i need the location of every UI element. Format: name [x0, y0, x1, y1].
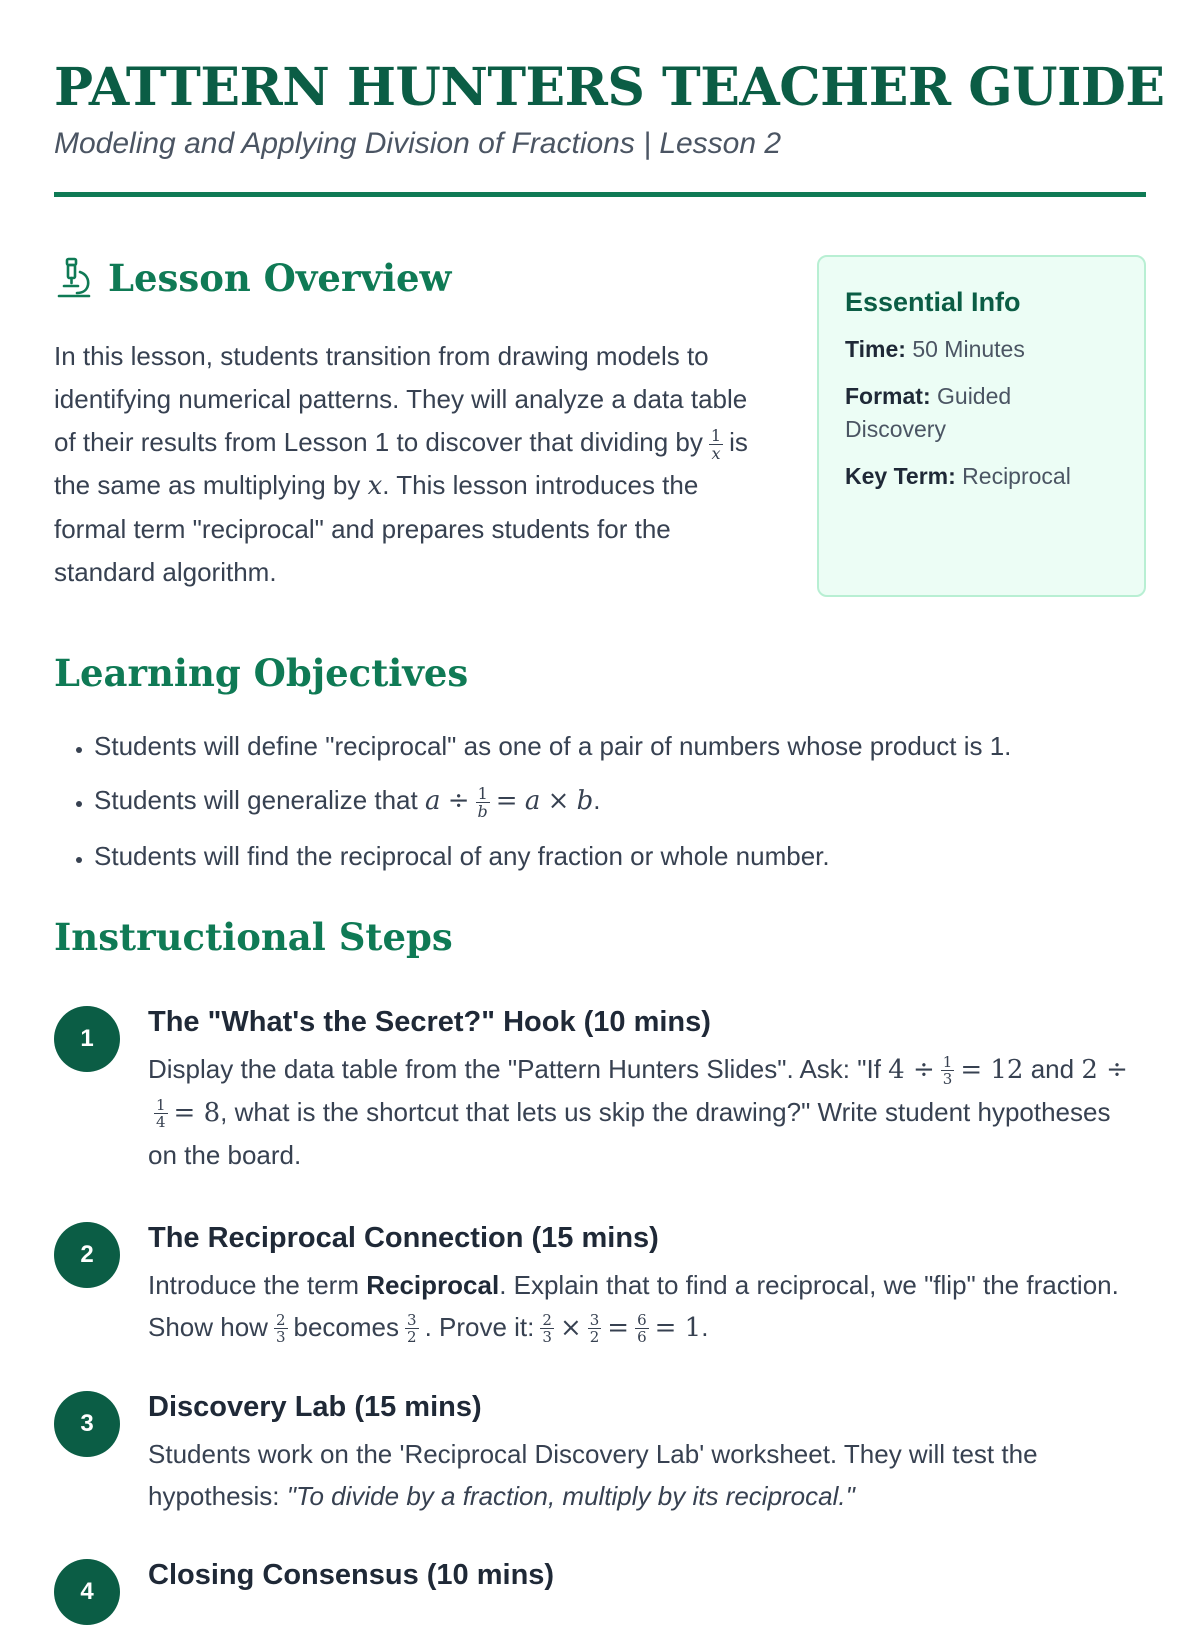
- fraction-numerator: 1: [710, 425, 722, 445]
- step-number-badge: 3: [54, 1391, 120, 1457]
- step-text: .: [701, 1311, 709, 1342]
- step-text: and: [1030, 1053, 1075, 1084]
- overview-text-part1: In this lesson, students transition from drawing models to identifying numerical patterns. They will analyze a data table of their results from Lesson 1 to discover that dividing by: [54, 341, 748, 457]
- overview-paragraph: [54, 335, 769, 594]
- overview-text-part3: . This lesson introduces the formal term "reciprocal" and prepares students for the standard algorithm.: [54, 470, 699, 587]
- fraction-three-halves: [405, 1312, 419, 1345]
- fraction-numerator: 6: [637, 1311, 647, 1330]
- page-subtitle: Modeling and Applying Division of Fractions | Lesson 2: [54, 127, 782, 160]
- objective-item: [94, 782, 1146, 820]
- fraction-denominator: 2: [589, 1328, 600, 1347]
- header-divider: [54, 192, 1146, 197]
- step-text: Display the data table from the "Pattern Hunters Slides". Ask: "If: [148, 1053, 881, 1084]
- fraction-numerator: 2: [542, 1311, 552, 1330]
- step-item: [54, 1004, 1146, 1176]
- essential-info-box: [817, 255, 1146, 597]
- info-time-value: 50 Minutes: [912, 336, 1025, 362]
- info-key-term: [845, 460, 1118, 493]
- step-number-badge: 2: [54, 1222, 120, 1288]
- fraction-three-halves: [588, 1312, 602, 1345]
- step-title: Closing Consensus (10 mins): [148, 1558, 555, 1591]
- step-title: The Reciprocal Connection (15 mins): [148, 1221, 659, 1254]
- math-expression: = 12: [960, 1054, 1024, 1085]
- info-time: [845, 333, 1118, 366]
- fraction-one-over-b: [476, 785, 490, 820]
- variable-x: x: [367, 471, 383, 501]
- fraction-numerator: 3: [589, 1311, 600, 1330]
- math-expression: 2 ÷: [1081, 1054, 1128, 1085]
- page-title: PATTERN HUNTERS TEACHER GUIDE: [54, 57, 1165, 118]
- essential-info-title: Essential Info: [845, 287, 1021, 317]
- fraction-denominator: 4: [156, 1113, 166, 1132]
- step-text: . Explain that to find a reciprocal, we "flip" the fraction. Show how: [148, 1269, 1119, 1342]
- objectives-heading: Learning Objectives: [54, 651, 469, 695]
- overview-heading-text: Lesson Overview: [108, 256, 452, 300]
- info-format: [845, 380, 1118, 446]
- step-text: . Prove it:: [424, 1311, 535, 1342]
- step-body: [148, 1048, 1146, 1176]
- fraction-six-sixths: [635, 1312, 649, 1345]
- fraction-two-thirds: [540, 1312, 554, 1345]
- fraction-one-third: [941, 1054, 955, 1087]
- info-key-term-value: Reciprocal: [962, 463, 1071, 489]
- math-equals: =: [495, 786, 518, 816]
- step-title: Discovery Lab (15 mins): [148, 1390, 482, 1423]
- fraction-numerator: 1: [156, 1096, 166, 1115]
- fraction-denominator: b: [477, 801, 488, 821]
- objective-text: Students will generalize that: [94, 785, 418, 815]
- fraction-one-fourth: [154, 1097, 168, 1130]
- step-body: [148, 1433, 1146, 1517]
- math-equals: =: [607, 1312, 630, 1343]
- info-format-label: Format:: [845, 383, 931, 409]
- step-text: , what is the shortcut that lets us skip the drawing?" Write student hypotheses on the board.: [148, 1096, 1111, 1170]
- fraction-numerator: 1: [942, 1053, 953, 1072]
- math-expression: 4 ÷: [888, 1054, 935, 1085]
- objectives-list: [54, 728, 1146, 874]
- fraction-denominator: 6: [637, 1328, 647, 1347]
- overview-content: [54, 255, 769, 594]
- hypothesis-quote: "To divide by a fraction, multiply by its reciprocal.": [286, 1480, 855, 1511]
- microscope-icon: [54, 256, 94, 300]
- fraction-two-thirds: [274, 1312, 288, 1345]
- math-a: a: [424, 786, 441, 816]
- step-item: [54, 1389, 1146, 1517]
- step-item: [54, 1220, 1146, 1349]
- step-number-badge: 4: [54, 1559, 120, 1625]
- step-text: Students work on the 'Reciprocal Discovery Lab' worksheet. They will test the hypothesis:: [148, 1438, 1038, 1511]
- fraction-numerator: 2: [275, 1311, 286, 1330]
- info-key-term-label: Key Term:: [845, 463, 956, 489]
- step-item: [54, 1557, 1146, 1605]
- objective-item: • Students will find the reciprocal of any fraction or whole number.: [94, 838, 1146, 874]
- lesson-overview-section: [54, 255, 1146, 595]
- math-expression: = 1: [654, 1312, 702, 1343]
- math-a: a: [524, 786, 541, 816]
- math-b: b: [576, 786, 594, 816]
- learning-objectives-section: [54, 650, 1146, 874]
- fraction-denominator: 3: [942, 1070, 953, 1089]
- step-body: [148, 1264, 1146, 1349]
- math-times: ×: [559, 1312, 582, 1343]
- math-times: ×: [547, 786, 570, 816]
- fraction-denominator: 3: [542, 1328, 552, 1347]
- fraction-numerator: 3: [407, 1311, 417, 1330]
- step-number-badge: 1: [54, 1006, 120, 1072]
- math-expression: = 8: [173, 1097, 221, 1128]
- steps-heading: Instructional Steps: [54, 914, 453, 959]
- fraction-denominator: x: [711, 443, 721, 463]
- info-time-label: Time:: [845, 336, 906, 362]
- overview-text-part2: is the same as multiplying by: [54, 427, 748, 500]
- step-text: Introduce the term: [148, 1269, 359, 1300]
- objective-item: • Students will define "reciprocal" as one of a pair of numbers whose product is 1.: [94, 728, 1146, 764]
- overview-heading: [54, 255, 769, 301]
- fraction-numerator: 1: [477, 783, 488, 803]
- step-text: becomes: [293, 1311, 400, 1342]
- math-divide: ÷: [447, 786, 470, 816]
- fraction-one-over-x: [709, 427, 723, 462]
- fraction-denominator: 3: [275, 1328, 286, 1347]
- key-term-bold: Reciprocal: [366, 1269, 500, 1300]
- fraction-denominator: 2: [407, 1328, 417, 1347]
- objective-suffix: .: [593, 785, 601, 815]
- step-title: The "What's the Secret?" Hook (10 mins): [148, 1005, 711, 1038]
- instructional-steps-section: [54, 914, 1146, 1605]
- info-format-value: Guided Discovery: [845, 383, 1012, 442]
